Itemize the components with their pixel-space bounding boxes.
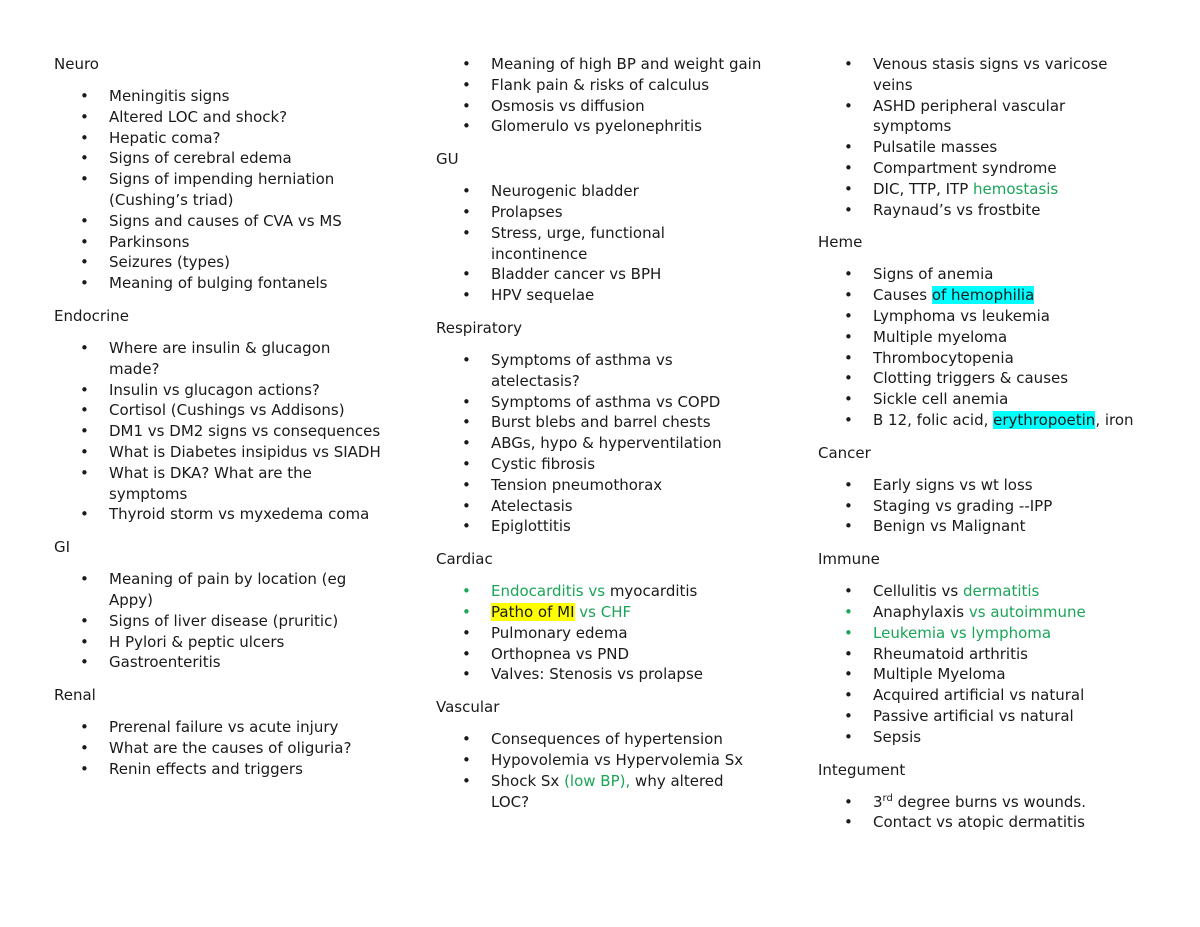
text-plain: DIC, TTP, ITP	[873, 179, 974, 198]
text-plain: why altered LOC?	[491, 771, 724, 811]
list-item: • Compartment syndrome	[818, 158, 1148, 179]
list-item: • What is DKA? What are the symptoms	[54, 463, 384, 505]
list-item-hemophilia	[818, 285, 1148, 306]
list-item: • What is Diabetes insipidus vs SIADH	[54, 442, 384, 463]
list-item: • Signs of cerebral edema	[54, 148, 384, 169]
list-gu	[436, 181, 766, 306]
list-item: • H Pylori & peptic ulcers	[54, 632, 384, 653]
list-neuro	[54, 86, 384, 294]
list-item: • Renin effects and triggers	[54, 759, 384, 780]
text-highlight-yellow: Patho of MI	[491, 602, 575, 621]
list-item: • Passive artificial vs natural	[818, 706, 1148, 727]
list-vascular-continued	[818, 54, 1148, 220]
list-item: • Symptoms of asthma vs COPD	[436, 392, 766, 413]
list-item: • Valves: Stenosis vs prolapse	[436, 664, 766, 685]
list-item: • What are the causes of oliguria?	[54, 738, 384, 759]
list-item: • Hepatic coma?	[54, 128, 384, 149]
list-item: • Sepsis	[818, 727, 1148, 748]
list-item: • Epiglottitis	[436, 516, 766, 537]
list-endocrine	[54, 338, 384, 525]
column-2	[436, 54, 766, 824]
list-item: • Multiple myeloma	[818, 327, 1148, 348]
list-item: • Insulin vs glucagon actions?	[54, 380, 384, 401]
text-plain: B 12, folic acid,	[873, 410, 994, 429]
list-item: • Signs and causes of CVA vs MS	[54, 211, 384, 232]
list-item-endocarditis	[436, 581, 766, 602]
text-plain: Causes	[873, 286, 932, 305]
list-item: • Raynaud’s vs frostbite	[818, 200, 1148, 221]
list-item: • Signs of anemia	[818, 264, 1148, 285]
list-item: • Contact vs atopic dermatitis	[818, 812, 1148, 833]
column-1	[54, 54, 384, 792]
text-plain: 3	[873, 792, 883, 811]
list-item-shock	[436, 771, 766, 813]
list-item: • Symptoms of asthma vs atelectasis?	[436, 350, 766, 392]
list-item: • Rheumatoid arthritis	[818, 644, 1148, 665]
list-item: • Cortisol (Cushings vs Addisons)	[54, 400, 384, 421]
list-cardiac	[436, 581, 766, 685]
section-heading-immune: Immune	[818, 550, 880, 569]
list-item: • ABGs, hypo & hyperventilation	[436, 433, 766, 454]
list-item: • ASHD peripheral vascular symptoms	[818, 96, 1148, 138]
text-plain: Cellulitis vs	[873, 582, 963, 601]
text-plain: degree burns vs wounds.	[892, 792, 1086, 811]
list-item: • Glomerulo vs pyelonephritis	[436, 116, 766, 137]
text-plain: , iron	[1095, 410, 1134, 429]
list-integument	[818, 792, 1148, 834]
section-heading-cardiac: Cardiac	[436, 550, 493, 569]
list-item: • Gastroenteritis	[54, 652, 384, 673]
list-item-dic	[818, 179, 1148, 200]
list-item: • Consequences of hypertension	[436, 729, 766, 750]
list-respiratory	[436, 350, 766, 537]
section-heading-gu: GU	[436, 150, 459, 169]
list-item: • Thrombocytopenia	[818, 348, 1148, 369]
list-item: • Signs of impending herniation (Cushing’s triad)	[54, 169, 384, 211]
text-green: hemostasis	[973, 179, 1059, 198]
list-item: • Benign vs Malignant	[818, 516, 1148, 537]
list-item: • Where are insulin & glucagon made?	[54, 338, 384, 380]
list-item: • Early signs vs wt loss	[818, 475, 1148, 496]
list-item: • Osmosis vs diffusion	[436, 96, 766, 117]
section-heading-renal: Renal	[54, 686, 96, 705]
list-item: • DM1 vs DM2 signs vs consequences	[54, 421, 384, 442]
list-item: • Flank pain & risks of calculus	[436, 75, 766, 96]
text-green: dermatitis	[962, 582, 1040, 601]
list-item: • HPV sequelae	[436, 285, 766, 306]
list-immune	[818, 581, 1148, 747]
list-item: • Sickle cell anemia	[818, 389, 1148, 410]
list-item-leukemia	[818, 623, 1148, 644]
text-highlight-cyan: erythropoetin	[993, 410, 1096, 429]
list-item: • Meaning of bulging fontanels	[54, 273, 384, 294]
text-green: (low BP),	[564, 771, 631, 790]
column-3	[818, 54, 1148, 845]
text-plain: Anaphylaxis	[873, 602, 969, 621]
list-cancer	[818, 475, 1148, 537]
list-item: • Meaning of pain by location (eg Appy)	[54, 569, 384, 611]
list-item-b12	[818, 410, 1148, 431]
text-highlight-cyan: of hemophilia	[931, 286, 1035, 305]
list-item-anaphylaxis	[818, 602, 1148, 623]
list-item: • Clotting triggers & causes	[818, 368, 1148, 389]
text-green: Leukemia vs lymphoma	[873, 623, 1052, 642]
list-item: • Lymphoma vs leukemia	[818, 306, 1148, 327]
list-item: • Meaning of high BP and weight gain	[436, 54, 766, 75]
section-heading-vascular: Vascular	[436, 698, 500, 717]
list-item: • Prerenal failure vs acute injury	[54, 717, 384, 738]
list-item: • Signs of liver disease (pruritic)	[54, 611, 384, 632]
list-item: • Pulsatile masses	[818, 137, 1148, 158]
text-plain: myocarditis	[609, 582, 698, 601]
list-item: • Orthopnea vs PND	[436, 644, 766, 665]
list-item: • Acquired artificial vs natural	[818, 685, 1148, 706]
list-gi	[54, 569, 384, 673]
list-renal-continued	[436, 54, 766, 137]
list-item: • Cystic fibrosis	[436, 454, 766, 475]
list-item: • Thyroid storm vs myxedema coma	[54, 504, 384, 525]
list-heme	[818, 264, 1148, 430]
list-vascular	[436, 729, 766, 812]
section-heading-cancer: Cancer	[818, 443, 871, 462]
section-heading-neuro: Neuro	[54, 55, 99, 73]
list-item-patho-mi	[436, 602, 766, 623]
text-plain: Shock Sx	[491, 771, 565, 790]
list-item: • Seizures (types)	[54, 252, 384, 273]
list-item: • Prolapses	[436, 202, 766, 223]
list-item: • Neurogenic bladder	[436, 181, 766, 202]
list-item: • Meningitis signs	[54, 86, 384, 107]
list-item: • Altered LOC and shock?	[54, 107, 384, 128]
text-green: Endocarditis vs	[491, 582, 610, 601]
list-item: • Staging vs grading --IPP	[818, 496, 1148, 517]
list-item: • Hypovolemia vs Hypervolemia Sx	[436, 750, 766, 771]
list-item: • Multiple Myeloma	[818, 664, 1148, 685]
list-item: • Atelectasis	[436, 496, 766, 517]
list-item-burns	[818, 792, 1148, 813]
list-renal	[54, 717, 384, 779]
list-item: • Venous stasis signs vs varicose veins	[818, 54, 1148, 96]
list-item: • Parkinsons	[54, 232, 384, 253]
text-green: vs autoimmune	[968, 602, 1086, 621]
section-heading-gi: GI	[54, 538, 71, 557]
section-heading-integument: Integument	[818, 760, 906, 779]
list-item: • Bladder cancer vs BPH	[436, 264, 766, 285]
list-item: • Stress, urge, functional incontinence	[436, 223, 766, 265]
list-item-cellulitis	[818, 581, 1148, 602]
list-item: • Burst blebs and barrel chests	[436, 412, 766, 433]
section-heading-endocrine: Endocrine	[54, 306, 129, 325]
section-heading-respiratory: Respiratory	[436, 318, 522, 337]
list-item: • Pulmonary edema	[436, 623, 766, 644]
superscript: rd	[882, 792, 893, 804]
list-item: • Tension pneumothorax	[436, 475, 766, 496]
text-green: vs CHF	[574, 602, 632, 621]
section-heading-heme: Heme	[818, 233, 863, 252]
